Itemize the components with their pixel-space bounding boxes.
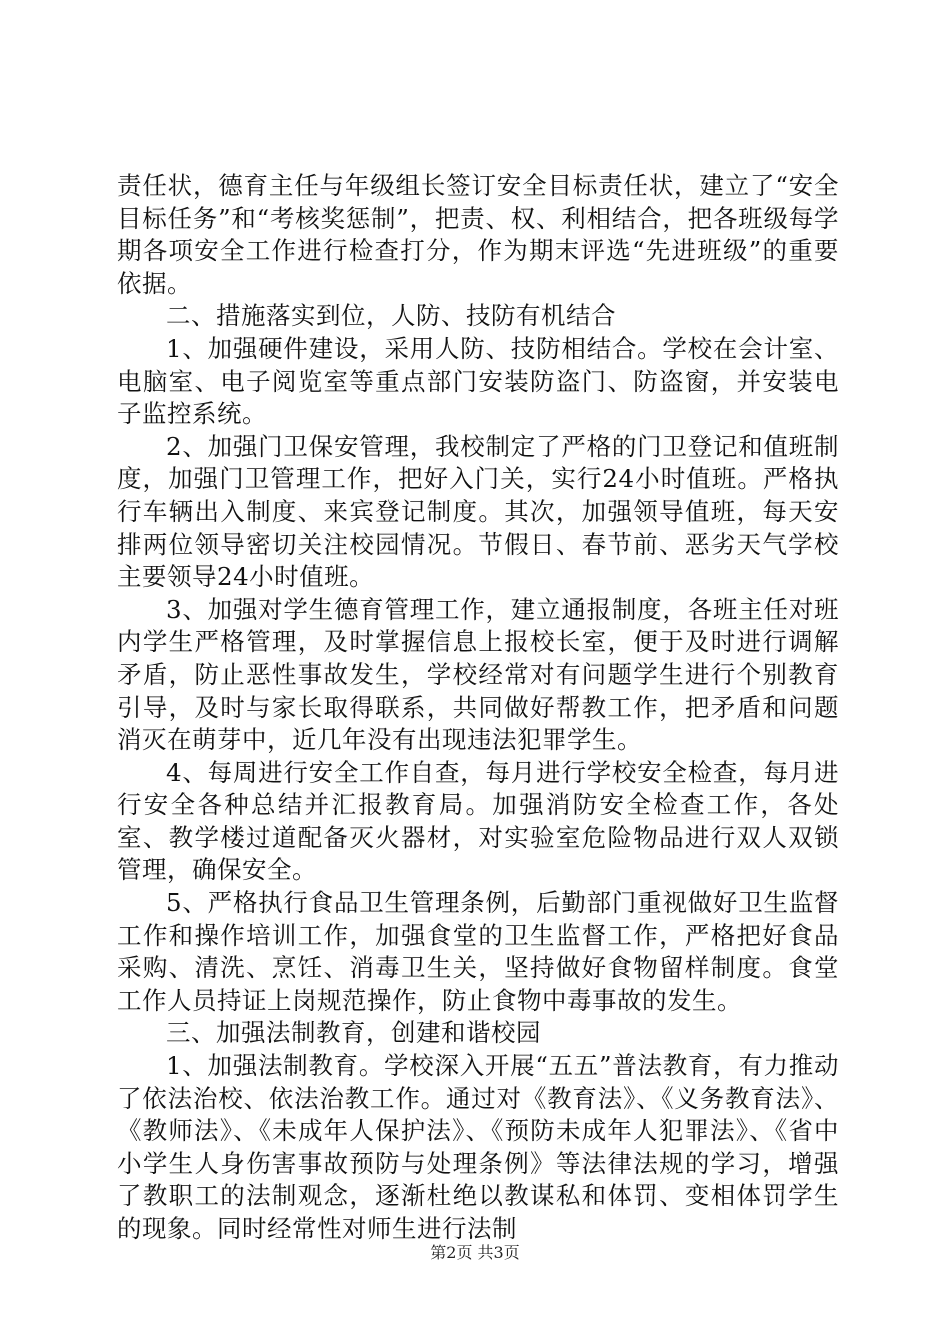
section-heading-3: 三、加强法制教育，创建和谐校园 [166, 1018, 541, 1048]
paragraph-legal-education: 1、加强法制教育。学校深入开展“五五”普法教育，有力推动了依法治校、依法治教工作。通过对《教育法》、《义务教育法》、《教师法》、《未成年人保护法》、《预防未成年人犯罪法》、《省中小学生人身伤害事故预防与处理条例》等法律法规的学习，增强了教职工的法制观念，逐渐杜绝以教谋私和体罚、变相体罚学生的现象。同时经常性对师生进行法制 [117, 1051, 839, 1243]
section-heading-2: 二、措施落实到位，人防、技防有机结合 [166, 301, 616, 331]
paragraph-moral-education: 3、加强对学生德育管理工作，建立通报制度，各班主任对班内学生严格管理，及时掌握信息上报校长室，便于及时进行调解矛盾，防止恶性事故发生，学校经常对有问题学生进行个别教育引导，及时与家长取得联系，共同做好帮教工作，把矛盾和问题消灭在萌芽中，近几年没有出现违法犯罪学生。 [117, 594, 839, 755]
paragraph-inspection: 4、每周进行安全工作自查，每月进行学校安全检查，每月进行安全各种总结并汇报教育局。加强消防安全检查工作，各处室、教学楼过道配备灭火器材，对实验室危险物品进行双人双锁管理，确保安全。 [117, 757, 839, 885]
paragraph-1: 责任状，德育主任与年级组长签订安全目标责任状，建立了“安全目标任务”和“考核奖惩制”，把责、权、利相结合，把各班级每学期各项安全工作进行检查打分，作为期末评选“先进班级”的重要依据。 [117, 171, 839, 298]
paragraph-guard: 2、加强门卫保安管理，我校制定了严格的门卫登记和值班制度，加强门卫管理工作，把好入门关，实行24小时值班。严格执行车辆出入制度、来宾登记制度。其次，加强领导值班，每天安排两位领导密切关注校园情况。节假日、春节前、恶劣天气学校主要领导24小时值班。 [117, 431, 839, 592]
document-body [117, 170, 839, 1246]
paragraph-food-safety: 5、严格执行食品卫生管理条例，后勤部门重视做好卫生监督工作和操作培训工作，加强食堂的卫生监督工作，严格把好食品采购、清洗、烹饪、消毒卫生关，坚持做好食物留样制度。食堂工作人员持证上岗规范操作，防止食物中毒事故的发生。 [117, 888, 839, 1015]
paragraph-hardware: 1、加强硬件建设，采用人防、技防相结合。学校在会计室、电脑室、电子阅览室等重点部门安装防盗门、防盗窗，并安装电子监控系统。 [117, 333, 839, 429]
page-number-footer: 第2页 共3页 [430, 1243, 520, 1262]
